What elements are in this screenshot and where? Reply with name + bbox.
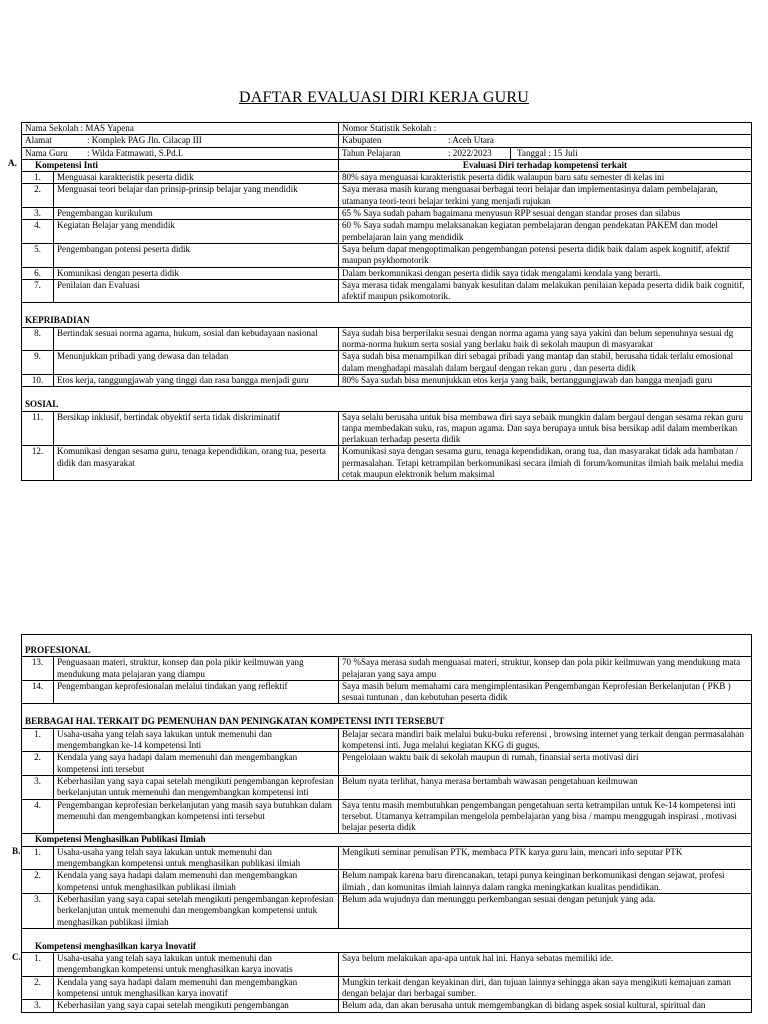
- row-number: 2.: [22, 184, 54, 208]
- section-a-letter: A.: [8, 158, 17, 168]
- berbagai-title: BERBAGAI HAL TERKAIT DG PEMENUHAN DAN PENINGKATAN KOMPETENSI INTI TERSEBUT: [22, 716, 752, 728]
- row-item: Menunjukkan pribadi yang dewasa dan teladan: [54, 351, 339, 375]
- section-b-rows: [22, 846, 752, 928]
- row-number: 2.: [22, 870, 54, 894]
- row-evaluation: 80% saya menguasai karakteristik peserta didik walaupun baru satu semester di kelas ini: [339, 172, 752, 184]
- table-row: [22, 953, 752, 977]
- table-row: [22, 172, 752, 184]
- row-number: 4.: [22, 799, 54, 834]
- row-evaluation: Saya belum melakukan apa-apa untuk hal ini. Hanya sebatas memiliki ide.: [339, 953, 752, 977]
- row-number: 1.: [22, 172, 54, 184]
- table-row: [22, 208, 752, 220]
- row-item: Penguasaan materi, struktur, konsep dan pola pikir keilmuwan yang mendukung mata pelajaran yang diampu: [54, 657, 339, 681]
- row-item: Keberhasilan yang saya capai setelah mengikuti pengembangan keprofesian berkelanjutan untuk memenuhi dan mengembangkan kompetensi untuk menghasilkan publikasi ilmiah: [54, 893, 339, 928]
- table-row: [22, 893, 752, 928]
- kabupaten-value: : Aceh Utara: [448, 135, 494, 146]
- kepribadian-title: KEPRIBADIAN: [22, 315, 752, 327]
- table-row: [22, 775, 752, 799]
- row-item: Pengembangan kurikulum: [54, 208, 339, 220]
- row-number: 9.: [22, 351, 54, 375]
- tahun-label: Tahun Pelajaran: [342, 147, 401, 158]
- row-number: 10.: [22, 374, 54, 386]
- table-row: [22, 1000, 752, 1012]
- table-row: [22, 351, 752, 375]
- row-item: Menguasai teori belajar dan prinsip-prinsip belajar yang mendidik: [54, 184, 339, 208]
- header-row: [22, 123, 752, 135]
- tanggal: Tanggal : 15 Juli: [517, 147, 578, 158]
- row-evaluation: Belajar secara mandiri baik melalui buku-buku referensi , browsing internet yang terkait dengan permasalahan kompetensi inti. Juga melalui kegiatan KKG di gugus.: [339, 728, 752, 752]
- table-row: [22, 279, 752, 303]
- table-row: [22, 184, 752, 208]
- row-evaluation: Saya belum dapat mengoptimalkan pengembangan potensi peserta didik baik dalam aspek kognitif, afektif maupun psykhomotorik: [339, 243, 752, 267]
- kabupaten-cell: [339, 135, 752, 147]
- row-evaluation: Belum ada, dan akan berusaha untuk memgembangkan di bidang aspek sosial kultural, spiritual dan: [339, 1000, 752, 1012]
- tahun-cell: [339, 147, 752, 159]
- section-b-letter: B.: [12, 846, 21, 856]
- nama-guru-value: : Wilda Fatmawati, S.Pd.I.: [87, 147, 184, 158]
- alamat-value: : Komplek PAG Jln. Cilacap III: [87, 135, 202, 146]
- sosial-header: [22, 399, 752, 411]
- row-evaluation: 65 % Saya sudah paham bagaimana menyusun RPP sesuai dengan standar proses dan silabus: [339, 208, 752, 220]
- section-a-title: Kompetensi Inti: [22, 159, 339, 171]
- row-item: Kendala yang saya hadapi dalam memenuhi dan mengembangkan kompetensi untuk menghasilkan publikasi ilmiah: [54, 870, 339, 894]
- section-c-header: [22, 941, 752, 953]
- row-item: Usaha-usaha yang telah saya lakukan untuk memenuhi dan mengembangkan kompetensi untuk menghasilkan publikasi ilmiah: [54, 846, 339, 870]
- row-number: 1.: [22, 846, 54, 870]
- row-evaluation: Saya selalu berusaha untuk bisa membawa diri saya sebaik mungkin dalam bergaul dengan sesama rekan guru tanpa membedakan suku, ras, mapun agama. Dan saya berupaya untuk bisa bersikap adil dalam memberikan perlakuan terhadap peserta didik: [339, 411, 752, 446]
- section-b-header: [22, 834, 752, 846]
- row-number: 6.: [22, 267, 54, 279]
- row-number: 12.: [22, 446, 54, 481]
- nama-guru-label: Nama Guru: [25, 147, 68, 158]
- row-item: Kegiatan Belajar yang mendidik: [54, 220, 339, 244]
- profesional-title: PROFESIONAL: [22, 645, 752, 657]
- table-row: [22, 799, 752, 834]
- row-evaluation: 60 % Saya sudah mampu melaksanakan kegiatan pembelajaran dengan pendekatan PAKEM dan model pembelajaran lain yang mendidik: [339, 220, 752, 244]
- nss: Nomor Statistik Sekolah :: [339, 123, 752, 135]
- row-item: Komunikasi dengan sesama guru, tenaga kependidikan, orang tua, peserta didik dan masyarakat: [54, 446, 339, 481]
- table-row: [22, 411, 752, 446]
- header-row: [22, 147, 752, 159]
- row-evaluation: Pengelolaan waktu baik di sekolah maupun di rumah, finansial serta motivasi diri: [339, 752, 752, 776]
- eval-title: Evaluasi Diri terhadap kompetensi terkait: [339, 159, 752, 171]
- row-item: Pengembangan keprofesian berkelanjutan yang masih saya butuhkan dalam memenuhi dan mengembangkan kompetensi inti tersebut: [54, 799, 339, 834]
- sosial-rows: [22, 411, 752, 481]
- evaluation-table-page-1: [21, 122, 752, 481]
- kabupaten-label: Kabupaten: [342, 135, 382, 146]
- row-number: 3.: [22, 775, 54, 799]
- alamat-label: Alamat: [25, 135, 52, 146]
- row-item: Penilaian dan Evaluasi: [54, 279, 339, 303]
- row-evaluation: Mengikuti seminar penulisan PTK, membaca PTK karya guru lain, mencari info seputar PTK: [339, 846, 752, 870]
- section-a-header: [22, 159, 752, 171]
- row-evaluation: Dalam berkomunikasi dengan peserta didik saya tidak mengalami kendala yang berarti.: [339, 267, 752, 279]
- row-number: 3.: [22, 893, 54, 928]
- sosial-title: SOSIAL: [22, 399, 752, 411]
- tahun-value: : 2022/2023: [448, 148, 511, 159]
- row-item: Keberhasilan yang saya capai setelah mengikuti pengembangan: [54, 1000, 339, 1012]
- table-row: [22, 728, 752, 752]
- table-row: [22, 374, 752, 386]
- nama-sekolah: Nama Sekolah : MAS Yapena: [22, 123, 339, 135]
- row-number: 2.: [22, 976, 54, 1000]
- document-title: DAFTAR EVALUASI DIRI KERJA GURU: [239, 89, 529, 106]
- row-item: Usaha-usaha yang telah saya lakukan untuk memenuhi dan mengembangkan kompetensi untuk menghasilkan karya inovatis: [54, 953, 339, 977]
- berbagai-rows: [22, 728, 752, 834]
- row-number: 7.: [22, 279, 54, 303]
- row-evaluation: Saya merasa tidak mengalami banyak kesulitan dalam melakukan penilaian kepada peserta didik baik cognitif, afektif maupun psikomotorik.: [339, 279, 752, 303]
- row-evaluation: Belum nyata terlihat, hanya merasa bertambah wawasan pengetahuan keilmuwan: [339, 775, 752, 799]
- row-number: 3.: [22, 208, 54, 220]
- table-row: [22, 220, 752, 244]
- row-item: Bersikap inklusif, bertindak obyektif serta tidak diskriminatif: [54, 411, 339, 446]
- row-item: Komunikasi dengan peserta didik: [54, 267, 339, 279]
- header-row: [22, 135, 752, 147]
- row-item: Bertindak sesuai norma agama, hukum, sosial dan kebudayaan nasional: [54, 327, 339, 351]
- table-row: [22, 870, 752, 894]
- row-evaluation: Saya sudah bisa berperilaku sesuai dengan norma agama yang saya yakini dan belum sepenuhnya sesuai dg norma-norma hukum serta sosial yang berlaku baik di sekolah maupun di masyarakat: [339, 327, 752, 351]
- kepribadian-header: [22, 315, 752, 327]
- row-item: Usaha-usaha yang telah saya lakukan untuk memenuhi dan mengembangkan ke-14 kompetensi Inti: [54, 728, 339, 752]
- table-row: [22, 680, 752, 704]
- table-row: [22, 846, 752, 870]
- row-item: Kendala yang saya hadapi dalam memenuhi dan mengembangkan kompetensi inti tersebut: [54, 752, 339, 776]
- row-evaluation: Saya masih belum memahami cara mengimplentasikan Pengembangan Keprofesian Berkelanjutan ( PKB ) sesuai tuntunan , dan kebutuhan peserta didik: [339, 680, 752, 704]
- row-item: Etos kerja, tanggungjawab yang tinggi dan rasa bangga menjadi guru: [54, 374, 339, 386]
- row-evaluation: Belum ada wujudnya dan menunggu perkembangan sesuai dengan petunjuk yang ada.: [339, 893, 752, 928]
- section-c-rows: [22, 953, 752, 1012]
- row-evaluation: 80% Saya sudah bisa menunjukkan etos kerja yang baik, bertanggungjawab dan bangga menjadi guru: [339, 374, 752, 386]
- row-evaluation: Saya tentu masih membutuhkan pengembangan pengetahuan serta ketrampilan untuk Ke-14 kompetensi inti tersebut. Utamanya ketrampilan mengelola pembelajaran yang bisa / mampu menggugah inspirasi , motivasi belajar peserta didik: [339, 799, 752, 834]
- table-row: [22, 243, 752, 267]
- row-item: Pengembangan potensi peserta didik: [54, 243, 339, 267]
- kepribadian-rows: [22, 327, 752, 386]
- row-number: 5.: [22, 243, 54, 267]
- row-number: 1.: [22, 953, 54, 977]
- alamat-cell: [22, 135, 339, 147]
- table-row: [22, 657, 752, 681]
- row-number: 13.: [22, 657, 54, 681]
- section-a-rows: [22, 172, 752, 303]
- row-evaluation: Mungkin terkait dengan keyakinan diri, dan tujuan lainnya sehingga akan saya mengikuti kemajuan zaman dengan belajar dari berbagai sumber.: [339, 976, 752, 1000]
- row-evaluation: Saya merasa masih kurang menguasai berbagai teori belajar dan implementasinya dalam pembelajaran, utamanya teori-teori belajar terkini yang menjadi rujukan: [339, 184, 752, 208]
- section-b-title: Kompetensi Menghasilkan Publikasi Ilmiah: [22, 834, 752, 846]
- row-evaluation: Belum nampak karena baru direncanakan, tetapi punya keinginan berkomunikasi dengan sejawat, profesi ilmiah , dan komunitas ilmiah lainnya dalam rangka meningkatkan kualitas pendidikan.: [339, 870, 752, 894]
- row-number: 2.: [22, 752, 54, 776]
- section-c-title: Kompetensi menghasilkan karya Inovatif: [22, 941, 752, 953]
- row-number: 8.: [22, 327, 54, 351]
- table-row: [22, 267, 752, 279]
- row-number: 3.: [22, 1000, 54, 1012]
- profesional-header: [22, 645, 752, 657]
- row-number: 4.: [22, 220, 54, 244]
- section-c-letter: C.: [12, 952, 21, 962]
- row-item: Kendala yang saya hadapi dalam memenuhi dan mengembangkan kompetensi untuk menghasilkan karya inovatif: [54, 976, 339, 1000]
- row-number: 1.: [22, 728, 54, 752]
- row-number: 14.: [22, 680, 54, 704]
- nama-guru-cell: [22, 147, 339, 159]
- row-item: Menguasai karakteristik peserta didik: [54, 172, 339, 184]
- table-row: [22, 752, 752, 776]
- berbagai-header: [22, 716, 752, 728]
- table-row: [22, 446, 752, 481]
- row-number: 11.: [22, 411, 54, 446]
- row-evaluation: Komunikasi saya dengan sesama guru, tenaga kependidikan, orang tua, dan masyarakat tidak ada hambatan / permasalahan. Tetapi ketrampilan berkomunikasi secara ilmiah di forum/komunitas ilmiah baik melalui media cetak maupun elektronik belum maksimal: [339, 446, 752, 481]
- table-row: [22, 976, 752, 1000]
- table-row: [22, 327, 752, 351]
- row-evaluation: Saya sudah bisa menampilkan diri sebagai pribadi yang mantap dan stabil, berusaha tidak terlalu emosional dalam menghadapi masalah dalam bergaul dengan rekan guru , dan peserta didik: [339, 351, 752, 375]
- row-item: Pengembangan keprofesionalan melalui tindakan yang reflektif: [54, 680, 339, 704]
- row-evaluation: 70 %Saya merasa sudah menguasai materi, struktur, konsep dan pola pikir keilmuwan yang mendukung mata pelajaran yang saya ampu: [339, 657, 752, 681]
- evaluation-table-page-2: [21, 634, 752, 1013]
- profesional-rows: [22, 657, 752, 704]
- row-item: Keberhasilan yang saya capai setelah mengikuti pengembangan keprofesian berkelanjutan untuk memenuhi dan mengembangkan kompetensi inti: [54, 775, 339, 799]
